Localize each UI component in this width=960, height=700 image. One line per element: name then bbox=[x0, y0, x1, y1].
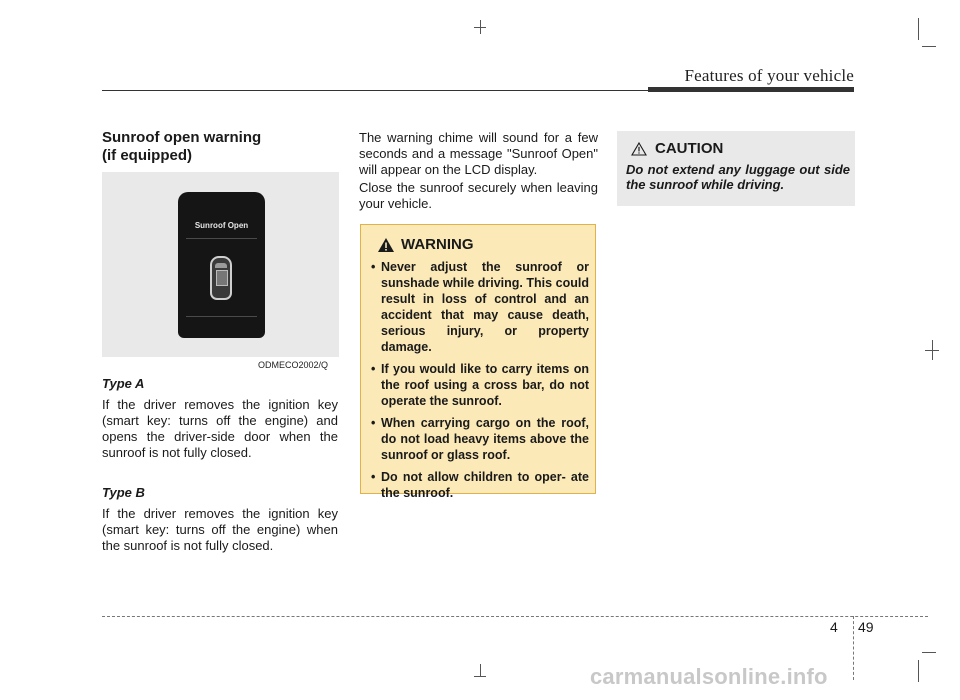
chime-paragraph: The warning chime will sound for a few seconds and a message "Sunroof Open" will appear on the LCD display. bbox=[359, 130, 598, 177]
warning-item: • If you would like to carry items on the roof using a cross bar, do not operate the sunroof. bbox=[371, 361, 589, 409]
crop-mark bbox=[474, 676, 486, 677]
crop-mark bbox=[925, 350, 939, 351]
warning-triangle-icon bbox=[377, 237, 395, 253]
warning-header bbox=[377, 236, 474, 253]
car-top-view-icon bbox=[210, 256, 232, 300]
caution-triangle-icon bbox=[631, 142, 647, 156]
caution-header bbox=[631, 140, 723, 157]
crop-mark bbox=[922, 46, 936, 47]
crop-mark bbox=[480, 664, 481, 676]
header-bar bbox=[648, 87, 854, 92]
type-b-heading: Type B bbox=[102, 485, 145, 500]
warning-list bbox=[371, 259, 589, 507]
watermark: carmanualsonline.info bbox=[590, 664, 828, 689]
footer-divider bbox=[853, 616, 854, 680]
caution-box bbox=[617, 131, 855, 206]
chapter-number: 4 bbox=[830, 619, 838, 635]
type-a-text: If the driver removes the ignition key (smart key: turns off the engine) and opens the driver-side door when the sunroof is not fully closed. bbox=[102, 397, 338, 460]
display-message: Sunroof Open bbox=[194, 221, 249, 230]
crop-mark bbox=[918, 660, 919, 682]
sunroof-icon bbox=[216, 270, 228, 286]
section-title-line2: (if equipped) bbox=[102, 147, 192, 164]
page-number: 49 bbox=[858, 619, 874, 635]
image-caption: ODMECO2002/Q bbox=[258, 360, 329, 370]
windshield-icon bbox=[215, 263, 227, 268]
type-a-heading: Type A bbox=[102, 376, 145, 391]
caution-title: CAUTION bbox=[655, 140, 724, 157]
warning-title: WARNING bbox=[401, 236, 474, 253]
sunroof-warning-illustration bbox=[102, 172, 339, 357]
warning-item: • When carrying cargo on the roof, do not load heavy items above the sunroof or glass roof. bbox=[371, 415, 589, 463]
warning-box bbox=[360, 224, 596, 500]
type-b-text: If the driver removes the ignition key (smart key: turns off the engine) when the sunroof is not fully closed. bbox=[102, 506, 338, 553]
display-divider bbox=[186, 238, 257, 239]
section-title bbox=[102, 129, 342, 165]
footer-rule bbox=[102, 616, 928, 617]
crop-mark bbox=[918, 18, 919, 40]
warning-item: • Do not allow children to oper- ate the sunroof. bbox=[371, 469, 589, 501]
close-sunroof-paragraph: Close the sunroof securely when leaving your vehicle. bbox=[359, 180, 598, 211]
instrument-cluster-display bbox=[178, 192, 265, 338]
crop-mark bbox=[474, 27, 486, 28]
section-title-line1: Sunroof open warning bbox=[102, 129, 262, 146]
crop-mark bbox=[922, 652, 936, 653]
display-divider bbox=[186, 316, 257, 317]
caution-text: Do not extend any luggage out side the sunroof while driving. bbox=[626, 162, 850, 192]
header-title: Features of your vehicle bbox=[684, 66, 854, 85]
warning-item: • Never adjust the sunroof or sunshade while driving. This could result in loss of control and an accident that may cause death, serious injury, or property damage. bbox=[371, 259, 589, 355]
